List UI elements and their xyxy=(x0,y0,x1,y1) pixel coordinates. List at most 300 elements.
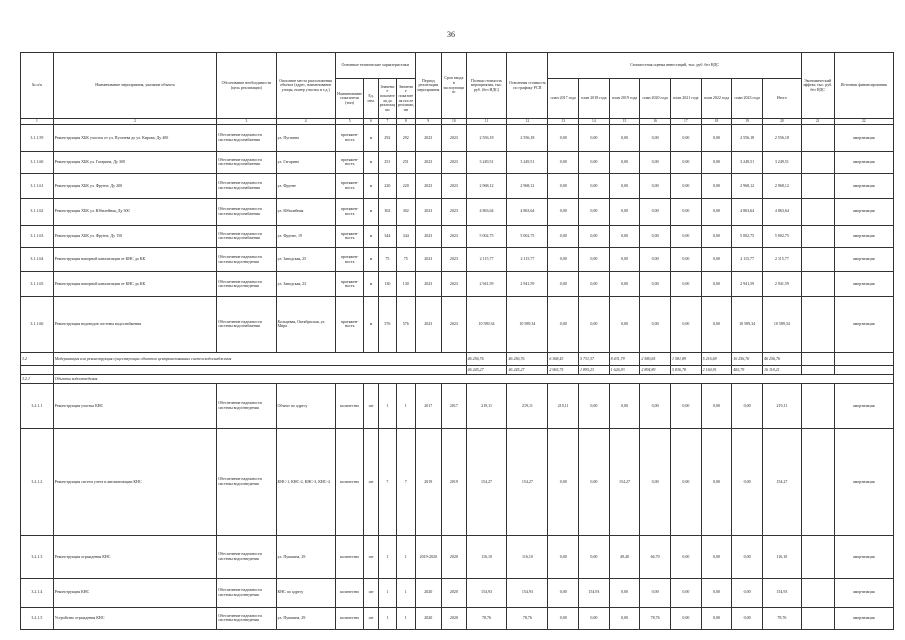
header-location: Описание места расположения объекта (адрес, наименование улицы, номер участка и т.д.) xyxy=(276,53,335,119)
table-row xyxy=(21,428,894,535)
row-end-year: 2023 xyxy=(442,297,467,353)
column-number: 19 xyxy=(732,119,763,125)
row-val-after: 1 xyxy=(397,384,415,429)
section-year: 5 216,69 xyxy=(701,352,732,365)
row-year-value: 0,00 xyxy=(670,578,701,607)
row-full-cost: 10 589,34 xyxy=(466,297,507,353)
section-label: Модернизация или реконструкция существующих объектов централизованных систем водоснабжения xyxy=(53,352,466,365)
row-justification: Обеспечение надежности системы водоотведения xyxy=(217,428,276,535)
row-effect xyxy=(801,536,834,578)
row-effect xyxy=(801,428,834,535)
row-source: амортизация xyxy=(834,297,894,353)
table-row xyxy=(21,578,894,607)
header-unit: Ед. изм. xyxy=(364,79,378,119)
header-year: план 2018 года xyxy=(579,79,610,119)
row-val-after: 130 xyxy=(397,272,415,297)
row-name: Реконструкция систем учета и автоматизации КНС xyxy=(53,428,217,535)
column-number: 11 xyxy=(466,119,507,125)
row-full-cost: 2 556,18 xyxy=(466,125,507,152)
row-tech-type: протяжен-ность xyxy=(335,272,364,297)
row-year-value: 0,00 xyxy=(670,384,701,429)
row-effect xyxy=(801,297,834,353)
row-period: 2023 xyxy=(415,198,442,225)
row-spent: 2 556,18 xyxy=(507,125,548,152)
row-year-value: 5 002,75 xyxy=(732,225,763,247)
row-tech-type: протяжен-ность xyxy=(335,125,364,152)
row-unit: м xyxy=(364,225,378,247)
header-period: Период реализации мероприятия xyxy=(415,53,442,119)
header-full-cost: Полная стоимость мероприятия, тыс. руб. (без НДС) xyxy=(466,53,507,119)
row-spent: 4 863,64 xyxy=(507,198,548,225)
section-year: 6 368,43 xyxy=(548,352,579,365)
row-effect xyxy=(801,578,834,607)
row-full-cost: 2 941,59 xyxy=(466,272,507,297)
row-year-value: 0,00 xyxy=(640,428,671,535)
row-tech-type: количество xyxy=(335,578,364,607)
row-num: 3.2.1.5 xyxy=(21,607,54,629)
row-val-after: 7 xyxy=(397,428,415,535)
row-unit: м xyxy=(364,247,378,272)
row-location: ул. Пугачева xyxy=(276,125,335,152)
column-number: 10 xyxy=(442,119,467,125)
row-end-year: 2023 xyxy=(442,272,467,297)
row-end-year: 2020 xyxy=(442,578,467,607)
header-funding-group: Стоимостная оценка инвестиций, тыс. руб. без НДС xyxy=(548,53,801,79)
row-location: ул. Пушкина, 29 xyxy=(276,536,335,578)
row-source: амортизация xyxy=(834,384,894,429)
row-name: Реконструкция ХБК ул. Фрунзе, Ду 200 xyxy=(53,174,217,199)
row-period: 2019-2020 xyxy=(415,536,442,578)
row-end-year: 2023 xyxy=(442,225,467,247)
row-year-value: 49,40 xyxy=(609,536,640,578)
row-unit: м xyxy=(364,272,378,297)
row-spent: 2 115,77 xyxy=(507,247,548,272)
row-name: Реконструкция участка КНС xyxy=(53,384,217,429)
row-tech-type: количество xyxy=(335,607,364,629)
table-row xyxy=(21,125,894,152)
header-spent: Освоенная стоимость по графику РСП xyxy=(507,53,548,119)
row-year-value: 0,00 xyxy=(670,272,701,297)
row-spent: 116,10 xyxy=(507,536,548,578)
row-effect xyxy=(801,384,834,429)
row-year-value: 0,00 xyxy=(701,428,732,535)
row-val-after: 1 xyxy=(397,607,415,629)
row-total: 78,76 xyxy=(762,607,801,629)
row-location: ул. Пушкина, 29 xyxy=(276,607,335,629)
row-year-value: 0,00 xyxy=(579,297,610,353)
row-period: 2020 xyxy=(415,578,442,607)
header-val-after: Значение показателя после реализации xyxy=(397,79,415,119)
row-year-value: 0,00 xyxy=(670,125,701,152)
row-year-value: 0,00 xyxy=(732,607,763,629)
row-year-value: 0,00 xyxy=(548,607,579,629)
row-val-before: 220 xyxy=(378,174,396,199)
row-total: 2 556,18 xyxy=(762,125,801,152)
row-num: 3.1.1.59 xyxy=(21,125,54,152)
subtotal-year: 5 836,78 xyxy=(670,366,701,375)
header-year: план 2022 года xyxy=(701,79,732,119)
row-full-cost: 154,93 xyxy=(466,578,507,607)
subsection-row xyxy=(21,375,894,384)
row-location: ул. Заводская, 23 xyxy=(276,272,335,297)
row-tech-type: количество xyxy=(335,428,364,535)
row-val-before: 576 xyxy=(378,297,396,353)
row-justification: Обеспечение надежности системы водоснабжения xyxy=(217,125,276,152)
column-number: 7 xyxy=(378,119,396,125)
row-year-value: 66,70 xyxy=(640,536,671,578)
row-effect xyxy=(801,247,834,272)
row-source: амортизация xyxy=(834,151,894,173)
row-location: Кольцевая, Октябрьская, ул. Мира xyxy=(276,297,335,353)
row-val-after: 302 xyxy=(397,198,415,225)
row-unit: шт xyxy=(364,384,378,429)
row-year-value: 0,00 xyxy=(670,247,701,272)
row-year-value: 0,00 xyxy=(609,247,640,272)
row-year-value: 0,00 xyxy=(548,578,579,607)
header-tech-type: Наименование показателя (тип) xyxy=(335,79,364,119)
row-effect xyxy=(801,151,834,173)
row-location: КНС-1, КНС-2, КНС-3, КНС-4 xyxy=(276,428,335,535)
row-year-value: 0,00 xyxy=(701,272,732,297)
row-year-value: 0,00 xyxy=(701,384,732,429)
row-name: Реконструкция ХБК ул. Гагарина, Ду 300 xyxy=(53,151,217,173)
row-period: 2020 xyxy=(415,607,442,629)
section-full-cost: 46 256,76 xyxy=(466,352,507,365)
section-total: 46 256,76 xyxy=(762,352,801,365)
row-end-year: 2023 xyxy=(442,198,467,225)
header-tech-group: Основные технические характеристики xyxy=(335,53,415,79)
row-year-value: 0,00 xyxy=(548,272,579,297)
row-year-value: 2 556,18 xyxy=(732,125,763,152)
row-year-value: 0,00 xyxy=(701,174,732,199)
row-year-value: 0,00 xyxy=(548,174,579,199)
table-row xyxy=(21,174,894,199)
row-year-value: 0,00 xyxy=(701,198,732,225)
row-name: Реконструкция ограждения КНС xyxy=(53,536,217,578)
header-source: Источник финансирования xyxy=(834,53,894,119)
row-year-value: 0,00 xyxy=(732,536,763,578)
column-number: 17 xyxy=(670,119,701,125)
row-year-value: 10 589,34 xyxy=(732,297,763,353)
table-row xyxy=(21,384,894,429)
header-year: план 2017 года xyxy=(548,79,579,119)
column-number: 14 xyxy=(579,119,610,125)
row-year-value: 0,00 xyxy=(609,578,640,607)
row-unit: м xyxy=(364,151,378,173)
row-year-value: 0,00 xyxy=(579,384,610,429)
row-year-value: 154,27 xyxy=(609,428,640,535)
row-name: Реконструкция КНС xyxy=(53,578,217,607)
row-spent: 10 589,34 xyxy=(507,297,548,353)
row-num: 3.1.1.63 xyxy=(21,225,54,247)
row-year-value: 0,00 xyxy=(548,536,579,578)
row-year-value: 0,00 xyxy=(579,607,610,629)
row-tech-type: протяжен-ность xyxy=(335,174,364,199)
row-effect xyxy=(801,225,834,247)
row-total: 116,10 xyxy=(762,536,801,578)
row-unit: шт xyxy=(364,536,378,578)
row-full-cost: 4 863,64 xyxy=(466,198,507,225)
row-total: 2 115,77 xyxy=(762,247,801,272)
row-year-value: 0,00 xyxy=(670,225,701,247)
row-val-before: 1 xyxy=(378,607,396,629)
header-num: № п/п xyxy=(21,53,54,119)
row-spent: 2 968,12 xyxy=(507,174,548,199)
column-number: 15 xyxy=(609,119,640,125)
row-year-value: 0,00 xyxy=(609,225,640,247)
section-year: 5 731,37 xyxy=(579,352,610,365)
row-year-value: 0,00 xyxy=(701,247,732,272)
row-val-after: 75 xyxy=(397,247,415,272)
row-num: 3.1.1.60 xyxy=(21,151,54,173)
column-number: 6 xyxy=(364,119,378,125)
row-num: 3.2.1.4 xyxy=(21,578,54,607)
row-year-value: 0,00 xyxy=(609,607,640,629)
row-spent: 219,11 xyxy=(507,384,548,429)
row-location: Объект по адресу xyxy=(276,384,335,429)
row-val-before: 1 xyxy=(378,536,396,578)
column-number: 16 xyxy=(640,119,671,125)
row-val-before: 130 xyxy=(378,272,396,297)
row-year-value: 0,00 xyxy=(579,198,610,225)
row-period: 2023 xyxy=(415,272,442,297)
table-row xyxy=(21,607,894,629)
row-year-value: 0,00 xyxy=(548,247,579,272)
row-num: 3.1.1.64 xyxy=(21,247,54,272)
row-name: Реконструкция водоводов системы водоснабжения xyxy=(53,297,217,353)
row-full-cost: 5 002,75 xyxy=(466,225,507,247)
row-total: 5 002,75 xyxy=(762,225,801,247)
row-full-cost: 116,10 xyxy=(466,536,507,578)
row-source: амортизация xyxy=(834,247,894,272)
section-year: 1 581,89 xyxy=(670,352,701,365)
row-source: амортизация xyxy=(834,428,894,535)
table-row xyxy=(21,225,894,247)
row-name: Реконструкция ХБК ул. Юбилейная, Ду 300 xyxy=(53,198,217,225)
row-unit: шт xyxy=(364,607,378,629)
row-location: КНС по адресу xyxy=(276,578,335,607)
header-year: план 2021 года xyxy=(670,79,701,119)
column-number: 5 xyxy=(335,119,364,125)
row-justification: Обеспечение надежности системы водоснабжения xyxy=(217,225,276,247)
row-justification: Обеспечение надежности системы водоснабжения xyxy=(217,151,276,173)
row-year-value: 0,00 xyxy=(701,578,732,607)
row-year-value: 0,00 xyxy=(609,297,640,353)
row-year-value: 0,00 xyxy=(732,578,763,607)
column-number: 3 xyxy=(217,119,276,125)
section-num: 3.2 xyxy=(21,352,54,365)
row-year-value: 0,00 xyxy=(548,151,579,173)
row-year-value: 0,00 xyxy=(640,384,671,429)
row-justification: Обеспечение надежности системы водоотведения xyxy=(217,247,276,272)
row-num: 3.2.1.3 xyxy=(21,536,54,578)
row-year-value: 0,00 xyxy=(548,297,579,353)
row-year-value: 0,00 xyxy=(579,536,610,578)
row-tech-type: количество xyxy=(335,384,364,429)
row-period: 2023 xyxy=(415,125,442,152)
row-tech-type: протяжен-ность xyxy=(335,151,364,173)
column-number: 2 xyxy=(53,119,217,125)
row-year-value: 0,00 xyxy=(640,247,671,272)
table-row xyxy=(21,272,894,297)
column-number: 21 xyxy=(801,119,834,125)
row-tech-type: протяжен-ность xyxy=(335,297,364,353)
row-year-value: 0,00 xyxy=(701,151,732,173)
row-year-value: 0,00 xyxy=(640,174,671,199)
row-total: 4 863,64 xyxy=(762,198,801,225)
row-name: Реконструкция напорной канализации от КНС до КК xyxy=(53,247,217,272)
column-number: 13 xyxy=(548,119,579,125)
row-year-value: 2 115,77 xyxy=(732,247,763,272)
row-location: ул. Фрунзе, 19 xyxy=(276,225,335,247)
row-period: 2017 xyxy=(415,384,442,429)
row-year-value: 3 249,51 xyxy=(732,151,763,173)
row-year-value: 0,00 xyxy=(670,198,701,225)
subtotal-year: 1 895,23 xyxy=(579,366,610,375)
row-year-value: 0,00 xyxy=(670,174,701,199)
header-total: Итого xyxy=(762,79,801,119)
row-val-before: 1 xyxy=(378,578,396,607)
row-year-value: 0,00 xyxy=(640,578,671,607)
subtotal-spent: 46 245,27 xyxy=(507,366,548,375)
subsection-label: Объекты водоотведения xyxy=(53,375,893,384)
column-number: 22 xyxy=(834,119,894,125)
row-year-value: 0,00 xyxy=(670,607,701,629)
row-full-cost: 3 249,51 xyxy=(466,151,507,173)
row-full-cost: 219,11 xyxy=(466,384,507,429)
row-val-before: 7 xyxy=(378,428,396,535)
row-spent: 2 941,59 xyxy=(507,272,548,297)
row-year-value: 0,00 xyxy=(579,247,610,272)
row-unit: м xyxy=(364,174,378,199)
row-source: амортизация xyxy=(834,125,894,152)
page-number: 36 xyxy=(447,30,455,39)
column-number: 18 xyxy=(701,119,732,125)
row-year-value: 0,00 xyxy=(670,536,701,578)
row-num: 3.1.1.62 xyxy=(21,198,54,225)
row-year-value: 0,00 xyxy=(732,428,763,535)
row-unit: шт xyxy=(364,578,378,607)
row-year-value: 0,00 xyxy=(609,198,640,225)
row-spent: 154,27 xyxy=(507,428,548,535)
row-year-value: 0,00 xyxy=(640,225,671,247)
row-year-value: 0,00 xyxy=(579,225,610,247)
row-location: ул. Гагарина xyxy=(276,151,335,173)
row-total: 154,27 xyxy=(762,428,801,535)
subtotal-year: 2 965,75 xyxy=(548,366,579,375)
row-year-value: 0,00 xyxy=(640,297,671,353)
row-justification: Обеспечение надежности системы водоотведения xyxy=(217,384,276,429)
row-unit: м xyxy=(364,297,378,353)
row-full-cost: 154,27 xyxy=(466,428,507,535)
row-full-cost: 2 968,12 xyxy=(466,174,507,199)
table-row xyxy=(21,247,894,272)
row-end-year: 2020 xyxy=(442,536,467,578)
row-name: Реконструкция напорной канализации от КНС до КК xyxy=(53,272,217,297)
table-row xyxy=(21,151,894,173)
subtotal-year: 2 160,91 xyxy=(701,366,732,375)
investment-table xyxy=(20,52,894,630)
header-year: план 2020 года xyxy=(640,79,671,119)
row-end-year: 2023 xyxy=(442,247,467,272)
subtotal-full-cost: 46 245,27 xyxy=(466,366,507,375)
row-period: 2023 xyxy=(415,151,442,173)
row-justification: Обеспечение надежности системы водоотведения xyxy=(217,536,276,578)
row-year-value: 0,00 xyxy=(640,272,671,297)
row-year-value: 0,00 xyxy=(548,198,579,225)
row-year-value: 0,00 xyxy=(579,174,610,199)
header-justification: Обоснование необходимости (цель реализации) xyxy=(217,53,276,119)
row-year-value: 0,00 xyxy=(670,151,701,173)
row-total: 2 968,12 xyxy=(762,174,801,199)
row-val-after: 220 xyxy=(397,174,415,199)
row-year-value: 0,00 xyxy=(640,125,671,152)
header-name: Наименование мероприятия, указание объекта xyxy=(53,53,217,119)
row-year-value: 0,00 xyxy=(670,428,701,535)
row-year-value: 2 968,12 xyxy=(732,174,763,199)
section-year: 8 431,79 xyxy=(609,352,640,365)
row-num: 3.2.1.2 xyxy=(21,428,54,535)
row-name: Реконструкция ХБК участок от ул. Пугачева до ул. Кирова, Ду 400 xyxy=(53,125,217,152)
row-val-after: 1 xyxy=(397,578,415,607)
row-year-value: 0,00 xyxy=(579,125,610,152)
row-location: ул. Заводская, 25 xyxy=(276,247,335,272)
column-number: 4 xyxy=(276,119,335,125)
row-period: 2023 xyxy=(415,225,442,247)
row-effect xyxy=(801,272,834,297)
row-val-after: 1 xyxy=(397,536,415,578)
row-name: Устройство ограждения КНС xyxy=(53,607,217,629)
row-source: амортизация xyxy=(834,578,894,607)
row-year-value: 0,00 xyxy=(701,607,732,629)
row-year-value: 0,00 xyxy=(640,151,671,173)
row-unit: шт xyxy=(364,428,378,535)
row-end-year: 2023 xyxy=(442,151,467,173)
table-row xyxy=(21,198,894,225)
subtotal-row xyxy=(21,366,894,375)
row-year-value: 0,00 xyxy=(701,536,732,578)
row-val-after: 292 xyxy=(397,125,415,152)
row-source: амортизация xyxy=(834,536,894,578)
row-year-value: 154,93 xyxy=(579,578,610,607)
row-year-value: 0,00 xyxy=(609,272,640,297)
row-tech-type: протяжен-ность xyxy=(335,198,364,225)
row-end-year: 2019 xyxy=(442,428,467,535)
row-effect xyxy=(801,125,834,152)
row-year-value: 0,00 xyxy=(701,125,732,152)
row-end-year: 2017 xyxy=(442,384,467,429)
row-year-value: 0,00 xyxy=(579,272,610,297)
subtotal-year: 482,79 xyxy=(732,366,763,375)
row-tech-type: протяжен-ность xyxy=(335,247,364,272)
row-val-before: 292 xyxy=(378,125,396,152)
row-total: 10 589,34 xyxy=(762,297,801,353)
row-val-before: 302 xyxy=(378,198,396,225)
section-spent: 46 256,76 xyxy=(507,352,548,365)
column-number: 8 xyxy=(397,119,415,125)
row-val-before: 251 xyxy=(378,151,396,173)
row-tech-type: протяжен-ность xyxy=(335,225,364,247)
row-year-value: 0,00 xyxy=(548,428,579,535)
row-unit: м xyxy=(364,198,378,225)
row-num: 3.1.1.65 xyxy=(21,272,54,297)
row-year-value: 0,00 xyxy=(670,297,701,353)
subtotal-total: 16 118,21 xyxy=(762,366,801,375)
row-effect xyxy=(801,174,834,199)
row-year-value: 0,00 xyxy=(609,125,640,152)
row-unit: м xyxy=(364,125,378,152)
section-year: 2 580,65 xyxy=(640,352,671,365)
